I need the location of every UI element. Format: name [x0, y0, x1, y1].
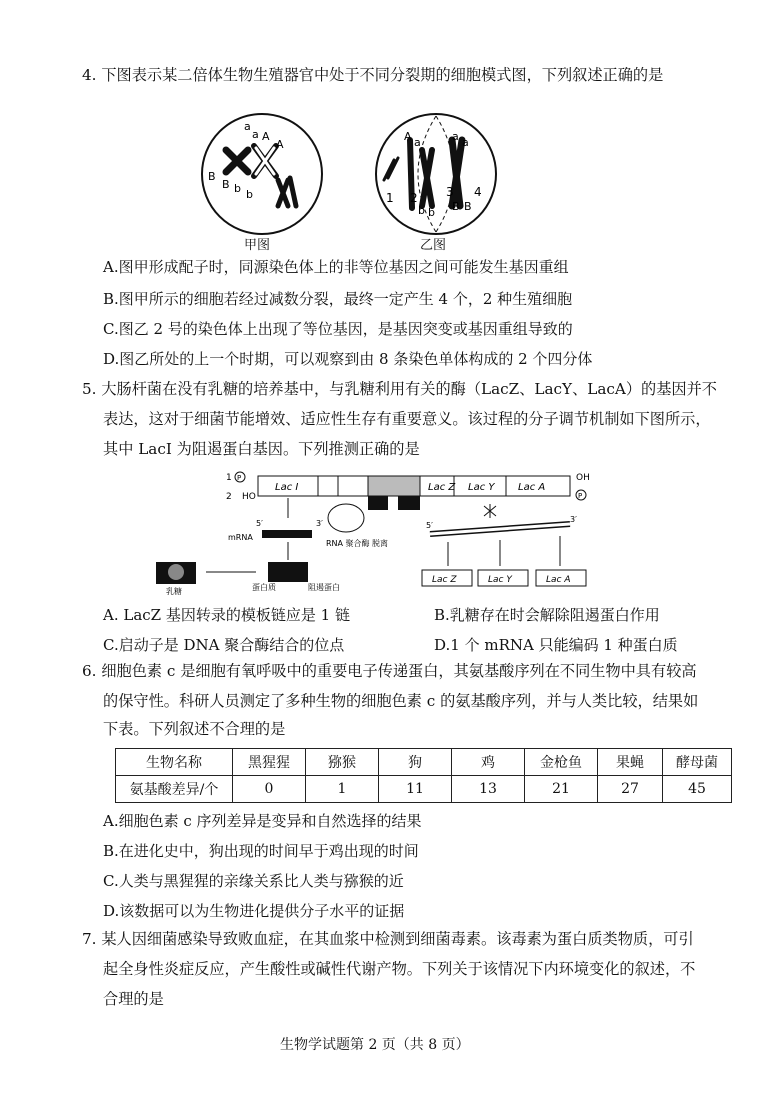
- cytochrome-c-table: [115, 748, 732, 803]
- fig-b-cell: [370, 110, 502, 242]
- svg-text:Lac A: Lac A: [518, 482, 546, 493]
- fig-b-label: 乙图: [420, 238, 447, 253]
- svg-text:B: B: [222, 178, 230, 191]
- svg-text:Lac Y: Lac Y: [488, 575, 512, 585]
- svg-text:mRNA: mRNA: [228, 533, 253, 542]
- svg-text:b: b: [246, 188, 253, 201]
- q6-stem-line1: 6. 细胞色素 c 是细胞有氧呼吸中的重要电子传递蛋白，其氨基酸序列在不同生物中具有较高: [82, 662, 697, 680]
- q6-option-c: C.人类与黑猩猩的亲缘关系比人类与猕猴的近: [103, 872, 404, 890]
- mrna-bar: [262, 530, 312, 538]
- svg-text:A: A: [404, 130, 412, 143]
- fig-a-cell: [196, 110, 328, 242]
- q5-stem-line3: 其中 LacI 为阻遏蛋白基因。下列推测正确的是: [103, 440, 420, 458]
- table-row: 生物名称 黑猩猩 猕猴 狗 鸡 金枪鱼 果蝇 酵母菌: [116, 749, 732, 776]
- svg-text:脱离: 脱离: [372, 539, 388, 548]
- svg-text:1: 1: [386, 191, 394, 205]
- blocked-mark: [484, 504, 496, 518]
- svg-text:4: 4: [474, 185, 482, 199]
- q6-option-d: D.该数据可以为生物进化提供分子水平的证据: [103, 902, 405, 920]
- svg-text:5′: 5′: [426, 521, 433, 530]
- svg-text:a: a: [252, 128, 259, 141]
- gene-a1: a: [244, 120, 251, 133]
- rna-polymerase: [328, 504, 364, 532]
- svg-text:A: A: [262, 130, 270, 143]
- svg-text:A: A: [276, 138, 284, 151]
- svg-text:Lac A: Lac A: [546, 575, 571, 585]
- q5-option-c: C.启动子是 DNA 聚合酶结合的位点: [103, 636, 345, 654]
- q5-option-b: B.乳糖存在时会解除阻遏蛋白作用: [434, 606, 660, 624]
- svg-text:蛋白质: 蛋白质: [252, 583, 276, 592]
- repressor-protein: [268, 562, 308, 582]
- fig-a-label: 甲图: [244, 238, 271, 253]
- q4-option-c: C.图乙 2 号的染色体上出现了等位基因，是基因突变或基因重组导致的: [103, 320, 573, 338]
- svg-text:HO: HO: [242, 492, 256, 502]
- q4-option-d: D.图乙所处的上一个时期，可以观察到由 8 条染色单体构成的 2 个四分体: [103, 350, 593, 368]
- svg-text:3′: 3′: [570, 515, 577, 524]
- q5-option-d: D.1 个 mRNA 只能编码 1 种蛋白质: [434, 636, 678, 654]
- q7-stem-line3: 合理的是: [103, 990, 164, 1008]
- table-row: 氨基酸差异/个 0 1 11 13 21 27 45: [116, 776, 732, 803]
- svg-text:Lac Y: Lac Y: [468, 482, 495, 493]
- svg-text:5′: 5′: [256, 519, 263, 528]
- svg-text:Lac Z: Lac Z: [428, 482, 456, 493]
- svg-text:b: b: [418, 204, 425, 217]
- svg-text:RNA 聚合酶: RNA 聚合酶: [326, 539, 370, 548]
- q6-option-b: B.在进化史中，狗出现的时间早于鸡出现的时间: [103, 842, 419, 860]
- q5-stem-line1: 5. 大肠杆菌在没有乳糖的培养基中，与乳糖利用有关的酶（LacZ、LacY、LacA）的基因并不: [82, 380, 717, 398]
- q5-stem-line2: 表达，这对于细菌节能增效、适应性生存有重要意义。该过程的分子调节机制如下图所示，: [103, 410, 711, 428]
- q5-option-a: A. LacZ 基因转录的模板链应是 1 链: [103, 606, 350, 624]
- q4-option-a: A.图甲形成配子时，同源染色体上的非等位基因之间可能发生基因重组: [103, 258, 569, 276]
- chromosome-black: [226, 150, 248, 172]
- svg-text:阻遏蛋白: 阻遏蛋白: [308, 583, 340, 592]
- svg-text:3′: 3′: [316, 519, 323, 528]
- q6-stem-line3: 下表。下列叙述不合理的是: [103, 720, 286, 738]
- q4-stem: 4. 下图表示某二倍体生物生殖器官中处于不同分裂期的细胞模式图，下列叙述正确的是: [82, 66, 664, 84]
- svg-text:3: 3: [446, 185, 454, 199]
- svg-text:B: B: [208, 170, 216, 183]
- svg-text:P: P: [237, 474, 242, 482]
- lactose-molecule: [168, 564, 184, 580]
- svg-text:B: B: [464, 200, 472, 213]
- page-footer: 生物学试题第 2 页（共 8 页）: [280, 1037, 470, 1053]
- svg-text:a: a: [452, 130, 459, 143]
- q7-stem-line1: 7. 某人因细菌感染导致败血症，在其血浆中检测到细菌毒素。该毒素为蛋白质类物质，可引: [82, 930, 694, 948]
- svg-text:Lac I: Lac I: [275, 482, 299, 493]
- bound-repressor: [368, 496, 420, 510]
- svg-text:2: 2: [410, 191, 418, 205]
- svg-text:B: B: [452, 200, 460, 213]
- svg-text:b: b: [234, 182, 241, 195]
- svg-text:Lac Z: Lac Z: [432, 575, 457, 585]
- svg-text:b: b: [428, 206, 435, 219]
- q4-option-b: B.图甲所示的细胞若经过减数分裂，最终一定产生 4 个，2 种生殖细胞: [103, 290, 573, 308]
- svg-text:P: P: [578, 492, 583, 500]
- lac-operon-diagram: [140, 466, 600, 596]
- svg-text:a: a: [414, 136, 421, 149]
- svg-text:1: 1: [226, 473, 232, 483]
- svg-text:a: a: [462, 136, 469, 149]
- svg-text:乳糖: 乳糖: [166, 587, 182, 596]
- q7-stem-line2: 起全身性炎症反应，产生酸性或碱性代谢产物。下列关于该情况下内环境变化的叙述，不: [103, 960, 696, 978]
- q6-stem-line2: 的保守性。科研人员测定了多种生物的细胞色素 c 的氨基酸序列，并与人类比较，结果如: [103, 692, 699, 710]
- q6-option-a: A.细胞色素 c 序列差异是变异和自然选择的结果: [103, 812, 422, 830]
- svg-text:2: 2: [226, 492, 232, 502]
- svg-text:OH: OH: [576, 473, 590, 483]
